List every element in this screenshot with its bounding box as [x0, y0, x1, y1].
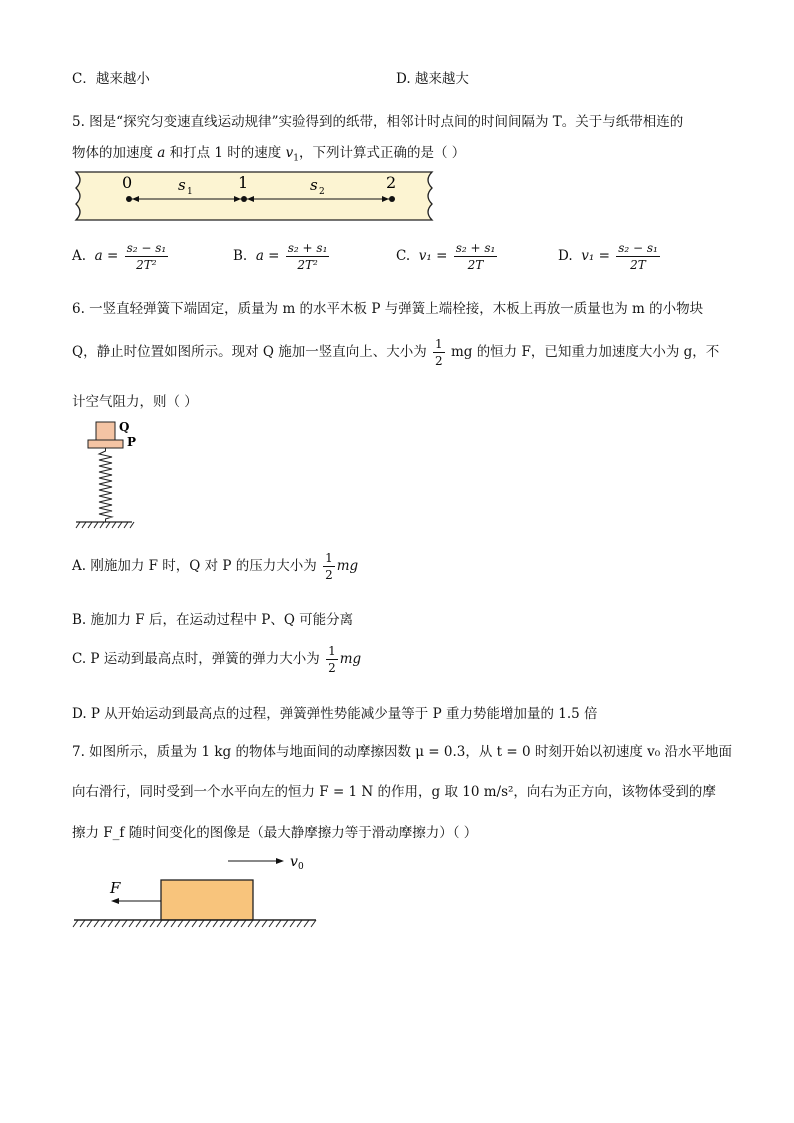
q6-stem-line2: Q，静止时位置如图所示。现对 Q 施加一竖直向上、大小为 $\frac{1}{2}$ mg 的恒力 F，已知重力加速度大小为 g，不: [72, 337, 720, 368]
q4-option-c: C．越来越小: [72, 71, 150, 87]
q5-stem-line2: 物体的加速度 a 和打点 1 时的速度 $v_1$，下列计算式正确的是（ ）: [72, 145, 466, 164]
q5-option-c: C. v₁ = $\frac{\text{s₂ + s₁}}{2T}$: [396, 241, 496, 272]
block: [161, 880, 253, 920]
tape-point-0: [126, 196, 132, 202]
q6-option-c: C. P 运动到最高点时，弹簧的弹力大小为 $\frac{1}{2}$ mg: [72, 644, 362, 675]
q7-stem-line2: 向右滑行，同时受到一个水平向左的恒力 F = 1 N 的作用，g 取 10 m/s²，向右为正方向，该物体受到的摩: [72, 784, 716, 800]
force-label: F: [110, 879, 121, 897]
spring: [99, 448, 112, 522]
s2-sub: 2: [319, 187, 325, 197]
s1-sub: 1: [187, 187, 193, 197]
block-q: [96, 422, 115, 440]
q4-option-d: D. 越来越大: [396, 71, 469, 87]
q6-option-a: A. 刚施加力 F 时，Q 对 P 的压力大小为 $\frac{1}{2}$ mg: [72, 551, 359, 582]
velocity-label: v: [290, 854, 298, 870]
tape-label-0: 0: [122, 173, 133, 192]
paper-tape-figure: [70, 166, 440, 228]
q7-stem-line1: 7. 如图所示，质量为 1 kg 的物体与地面间的动摩擦因数 μ = 0.3，从 t = 0 时刻开始以初速度 v₀ 沿水平地面: [72, 744, 732, 760]
block-force-figure: [70, 850, 320, 934]
tape-label-1: 1: [238, 173, 249, 192]
board-p: [88, 440, 123, 448]
label-p: P: [127, 435, 137, 449]
q6-option-d: D. P 从开始运动到最高点的过程，弹簧弹性势能减少量等于 P 重力势能增加量的 1.5 倍: [72, 706, 598, 722]
ground-hatch: [76, 522, 134, 528]
s1-label: s: [178, 176, 186, 194]
q5-stem-line1: 5. 图是“探究匀变速直线运动规律”实验得到的纸带，相邻计时点间的时间间隔为 T。关于与纸带相连的: [72, 114, 684, 130]
q6-stem-line3: 计空气阻力，则（ ）: [72, 394, 198, 410]
ground-hatch: [73, 920, 316, 927]
q6-stem-line1: 6. 一竖直轻弹簧下端固定，质量为 m 的水平木板 P 与弹簧上端栓接，木板上再放一质量也为 m 的小物块: [72, 301, 704, 317]
q5-option-b: B. a = $\frac{\text{s₂ + s₁}}{\text{2T²}}$: [233, 241, 328, 272]
label-q: Q: [119, 420, 130, 434]
tape-label-2: 2: [386, 173, 397, 192]
q7-stem-line3: 擦力 F_f 随时间变化的图像是（最大静摩擦力等于滑动摩擦力）（ ）: [72, 825, 478, 841]
q5-option-a: A. a = $\frac{\text{s₂ − s₁}}{\text{2T²}}$: [72, 241, 167, 272]
tape-point-2: [389, 196, 395, 202]
q5-option-d: D. v₁ = $\frac{\text{s₂ − s₁}}{2T}$: [558, 241, 658, 272]
spring-block-figure: [70, 418, 140, 532]
velocity-sub: 0: [298, 862, 304, 872]
q6-option-b: B. 施加力 F 后，在运动过程中 P、Q 可能分离: [72, 612, 354, 628]
tape-point-1: [241, 196, 247, 202]
s2-label: s: [310, 176, 318, 194]
